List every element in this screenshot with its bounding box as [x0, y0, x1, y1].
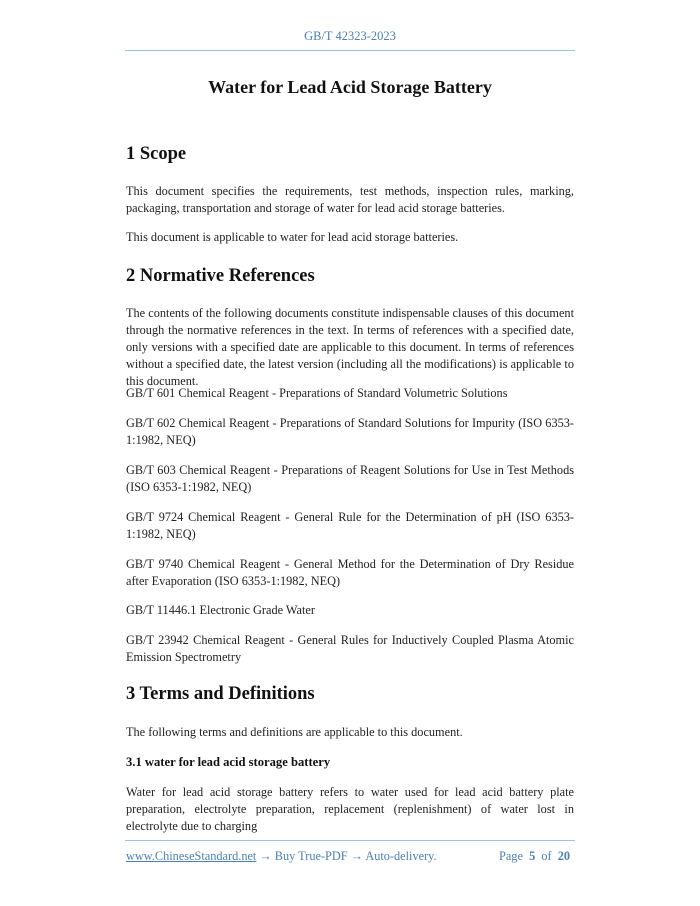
page-word: Page — [499, 849, 523, 863]
reference-item: GB/T 23942 Chemical Reagent - General Rules for Inductively Coupled Plasma Atomic Emission Spectrometry — [126, 633, 574, 664]
of-word: of — [541, 849, 552, 863]
standard-code: GB/T 42323-2023 — [304, 29, 396, 43]
normative-intro: The contents of the following documents constitute indispensable clauses of this document through the normative references in the text. In terms of references with a specified date, only versions with a specified date are applicable to this document. In terms of references without a specified date, the latest version (including all the modifications) is applicable to this document. — [126, 306, 574, 388]
reference-item: GB/T 9740 Chemical Reagent - General Method for the Determination of Dry Residue after Evaporation (ISO 6353-1:1982, NEQ) — [126, 557, 574, 588]
total-pages: 20 — [557, 849, 571, 863]
section-1-heading: 1 Scope — [126, 144, 187, 164]
reference-item: GB/T 601 Chemical Reagent - Preparations of Standard Volumetric Solutions — [126, 386, 508, 400]
promo-text: → Buy True-PDF → Auto-delivery. — [256, 849, 437, 863]
page-indicator — [499, 849, 570, 864]
terms-intro: The following terms and definitions are applicable to this document. — [126, 725, 463, 739]
header-divider — [125, 50, 575, 51]
current-page: 5 — [529, 849, 536, 863]
reference-item: GB/T 602 Chemical Reagent - Preparations of Standard Solutions for Impurity (ISO 6353-1:1982, NEQ) — [126, 416, 574, 447]
document-title: Water for Lead Acid Storage Battery — [208, 77, 492, 97]
section-2-heading: 2 Normative References — [126, 266, 315, 286]
reference-item: GB/T 11446.1 Electronic Grade Water — [126, 603, 315, 617]
footer-divider — [125, 840, 575, 841]
term-3-1-definition: Water for lead acid storage battery refers to water used for lead acid battery plate preparation, electrolyte preparation, replacement (replenishment) of water lost in electrolyte due to charging — [126, 785, 574, 833]
scope-paragraph-2: This document is applicable to water for lead acid storage batteries. — [126, 230, 459, 244]
site-link[interactable]: www.ChineseStandard.net — [126, 849, 257, 863]
reference-item: GB/T 603 Chemical Reagent - Preparations of Reagent Solutions for Use in Test Methods (ISO 6353-1:1982, NEQ) — [126, 463, 574, 494]
section-3-heading: 3 Terms and Definitions — [126, 684, 315, 704]
term-3-1-heading: 3.1 water for lead acid storage battery — [126, 755, 331, 769]
footer-promo — [126, 849, 437, 864]
reference-item: GB/T 9724 Chemical Reagent - General Rule for the Determination of pH (ISO 6353-1:1982, NEQ) — [126, 510, 574, 541]
scope-paragraph-1: This document specifies the requirements, test methods, inspection rules, marking, packaging, transportation and storage of water for lead acid storage batteries. — [126, 184, 574, 215]
